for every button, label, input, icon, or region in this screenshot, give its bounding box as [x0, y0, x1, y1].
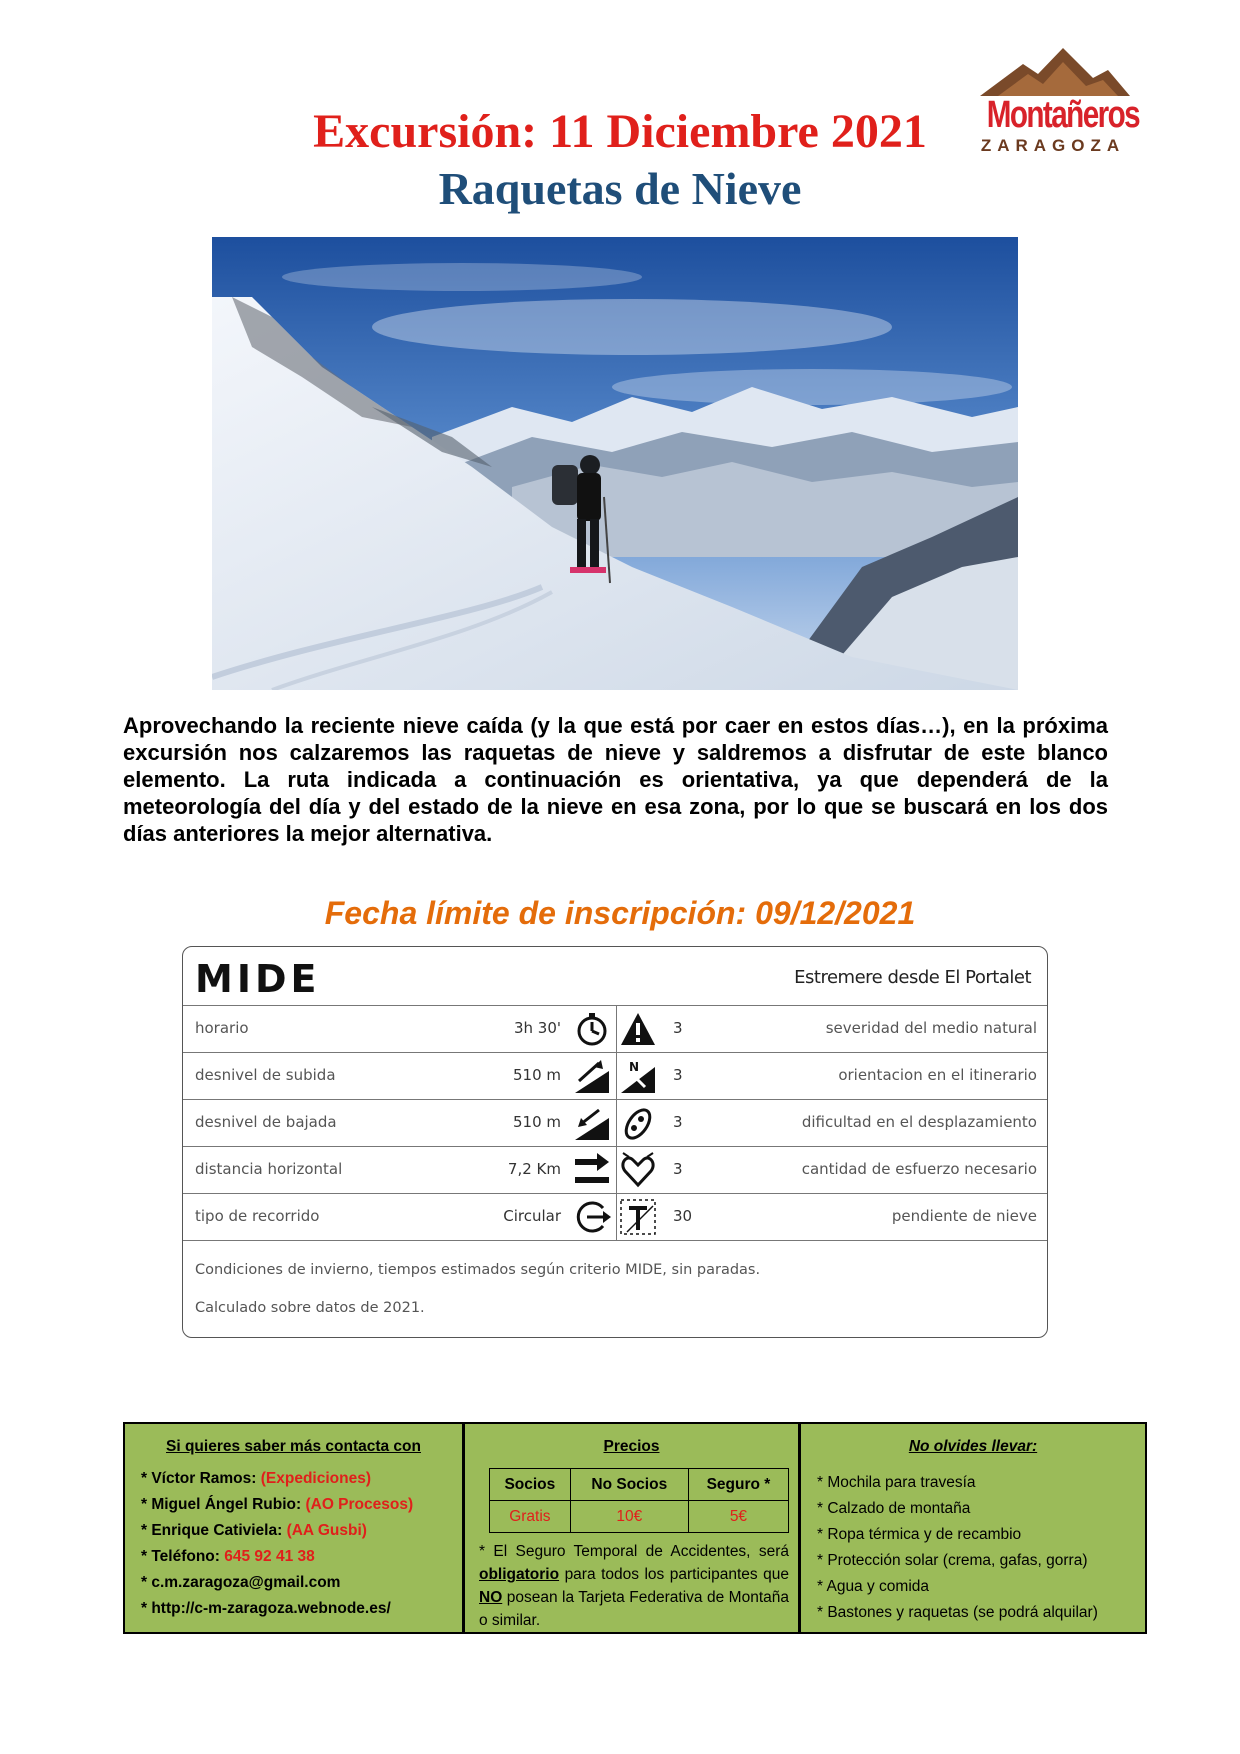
price-header-seguro: Seguro * — [688, 1469, 788, 1501]
bring-item: * Ropa térmica y de recambio — [817, 1526, 1022, 1543]
mide-note-conditions: Condiciones de invierno, tiempos estimados según criterio MIDE, sin paradas. — [195, 1262, 761, 1278]
bring-column — [801, 1424, 1145, 1632]
bring-item: * Bastones y raquetas (se podrá alquilar) — [817, 1604, 1098, 1621]
contact-name: * Teléfono: — [141, 1548, 220, 1565]
contact-detail: (AO Procesos) — [305, 1496, 414, 1513]
mide-divider-line — [183, 1240, 1048, 1241]
insurance-note-mandatory: obligatorio — [479, 1566, 560, 1583]
mide-row-score: 3 — [673, 1160, 683, 1178]
prices-table — [489, 1468, 789, 1533]
descent-icon — [573, 1104, 611, 1142]
insurance-note — [479, 1540, 789, 1632]
mide-row-value: 510 m — [512, 1066, 561, 1084]
contact-detail: (Expediciones) — [260, 1470, 371, 1487]
mide-row-score: 30 — [673, 1207, 693, 1225]
warning-icon — [619, 1010, 657, 1048]
info-box — [123, 1422, 1147, 1634]
contact-line — [141, 1522, 367, 1540]
orientation-icon — [619, 1057, 657, 1095]
mide-row-label: desnivel de bajada — [195, 1113, 337, 1131]
contact-email-link[interactable]: * c.m.zaragoza@gmail.com — [141, 1574, 341, 1591]
hiker-snow-photo — [212, 237, 1018, 690]
contact-website-link[interactable]: * http://c-m-zaragoza.webnode.es/ — [141, 1600, 391, 1617]
contact-line — [141, 1496, 413, 1514]
snow-slope-icon — [619, 1198, 657, 1236]
circular-route-icon — [573, 1198, 611, 1236]
bring-item: * Protección solar (crema, gafas, gorra) — [817, 1552, 1088, 1569]
footprint-icon — [619, 1104, 657, 1142]
mide-row-label: desnivel de subida — [195, 1066, 336, 1084]
mide-row-right-label: orientacion en el itinerario — [838, 1066, 1037, 1084]
contact-heading: Si quieres saber más contacta con — [166, 1438, 421, 1455]
mide-logo: MIDE — [195, 957, 321, 1001]
mide-row-right-label: severidad del medio natural — [825, 1019, 1037, 1037]
insurance-note-mid: para todos los participantes que — [564, 1566, 789, 1583]
price-header-socios: Socios — [490, 1469, 571, 1501]
svg-text:N: N — [629, 1060, 640, 1074]
bring-item: * Mochila para travesía — [817, 1474, 976, 1491]
mide-row-label: horario — [195, 1019, 249, 1037]
contact-detail: (AA Gusbi) — [286, 1522, 367, 1539]
contact-line — [141, 1548, 315, 1566]
mide-column-divider — [616, 1005, 617, 1240]
bring-item: * Agua y comida — [817, 1578, 930, 1595]
contact-name: * Enrique Cativiela: — [141, 1522, 283, 1539]
mide-row-label: distancia horizontal — [195, 1160, 343, 1178]
logo-main-text: Montañeros — [986, 94, 1140, 136]
mide-row-value: 3h 30' — [513, 1019, 561, 1037]
contact-name: * Víctor Ramos: — [141, 1470, 257, 1487]
mide-row-value: 7,2 Km — [507, 1160, 561, 1178]
prices-heading: Precios — [603, 1438, 660, 1455]
contact-phone: 645 92 41 38 — [224, 1548, 315, 1565]
registration-deadline: Fecha límite de inscripción: 09/12/2021 — [324, 895, 916, 931]
price-header-no-socios: No Socios — [570, 1469, 688, 1501]
price-seguro: 5€ — [688, 1501, 788, 1533]
mide-row-score: 3 — [673, 1113, 683, 1131]
ascent-icon — [573, 1057, 611, 1095]
page-title: Excursión: 11 Diciembre 2021 — [313, 105, 927, 158]
prices-column — [465, 1424, 801, 1632]
mide-row-value: Circular — [503, 1207, 561, 1225]
price-socios: Gratis — [490, 1501, 571, 1533]
heart-effort-icon — [619, 1151, 657, 1189]
mide-row-score: 3 — [673, 1019, 683, 1037]
insurance-note-end: posean la Tarjeta Federativa de Montaña o similar. — [479, 1589, 789, 1629]
distance-arrow-icon — [573, 1151, 611, 1189]
bring-heading: No olvides llevar: — [908, 1438, 1038, 1455]
mide-card — [182, 946, 1048, 1338]
logo-sub-text: ZARAGOZA — [980, 136, 1126, 155]
page-subtitle: Raquetas de Nieve — [438, 163, 802, 214]
bring-item: * Calzado de montaña — [817, 1500, 971, 1517]
mide-row-right-label: dificultad en el desplazamiento — [801, 1113, 1037, 1131]
mide-row-right-label: pendiente de nieve — [891, 1207, 1037, 1225]
mide-row-value: 510 m — [512, 1113, 561, 1131]
mide-row-score: 3 — [673, 1066, 683, 1084]
stopwatch-icon — [573, 1010, 611, 1048]
intro-paragraph: Aprovechando la reciente nieve caída (y la que está por caer en estos días…), en la próxima excursión nos calzaremos las raquetas de nieve y saldremos a disfrutar de este blanco elemento. La ruta indicada a continuación es orientativa, ya que dependerá de la meteorología del día y del estado de la nieve en esa zona, por lo que se buscará en los dos días anteriores la mejor alternativa. — [123, 713, 1108, 846]
insurance-note-start: * El Seguro Temporal de Accidentes, será — [479, 1543, 789, 1560]
contact-name: * Miguel Ángel Rubio: — [141, 1496, 302, 1513]
price-no-socios: 10€ — [570, 1501, 688, 1533]
insurance-note-no: NO — [479, 1589, 503, 1606]
mide-row-label: tipo de recorrido — [195, 1207, 320, 1225]
mide-note-data: Calculado sobre datos de 2021. — [195, 1300, 425, 1316]
contact-column — [125, 1424, 465, 1632]
mide-row-right-label: cantidad de esfuerzo necesario — [801, 1160, 1037, 1178]
mide-route-name: Estremere desde El Portalet — [794, 967, 1031, 988]
contact-line — [141, 1470, 371, 1488]
